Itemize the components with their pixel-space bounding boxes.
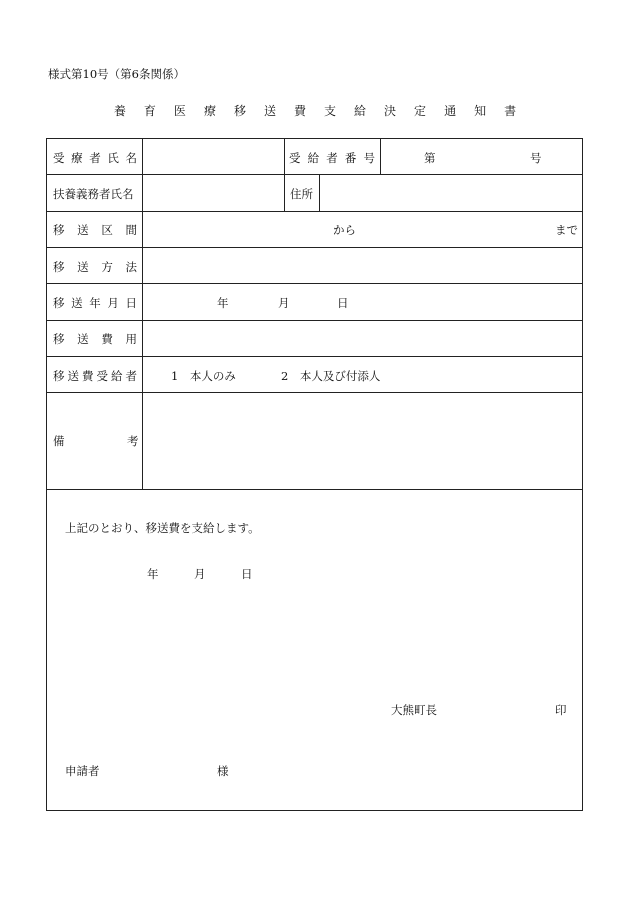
label-char: 号 [363, 151, 375, 165]
label-char: 送 [67, 369, 79, 383]
title-char: 送 [263, 104, 276, 118]
label-char: 日 [125, 296, 137, 310]
method-label [53, 259, 137, 275]
label-char: 費 [101, 332, 113, 346]
label-char: 年 [89, 296, 101, 310]
address-label: 住所 [290, 187, 313, 201]
title-char: 移 [233, 104, 246, 118]
column-divider [284, 139, 285, 211]
label-char: 費 [82, 369, 94, 383]
notice-statement: 上記のとおり、移送費を支給します。 [65, 521, 260, 535]
notice-day: 日 [241, 567, 253, 581]
label-char: 移 [53, 369, 65, 383]
form-frame [46, 138, 583, 811]
column-divider [380, 139, 381, 174]
remarks-label-1: 備 [53, 434, 65, 448]
title-char: 費 [293, 104, 306, 118]
row-divider [47, 320, 582, 321]
label-char: 区 [101, 223, 113, 237]
column-divider [319, 174, 320, 211]
notice-year: 年 [147, 567, 159, 581]
label-char: 療 [71, 151, 83, 165]
title-char: 養 [113, 104, 126, 118]
patient-name-label [53, 150, 137, 166]
title-char: 給 [354, 104, 367, 118]
label-char: 送 [77, 223, 89, 237]
label-char: 方 [101, 260, 113, 274]
label-char: 間 [125, 223, 137, 237]
label-char: 移 [53, 260, 65, 274]
form-reference: 様式第10号（第6条関係） [48, 67, 185, 81]
label-char: 受 [53, 151, 65, 165]
title-char: 医 [173, 104, 186, 118]
payee-option-self: 1 本人のみ [171, 369, 236, 383]
title-char: 決 [384, 104, 397, 118]
label-char: 送 [77, 332, 89, 346]
section-from: から [333, 223, 356, 237]
guardian-name-label: 扶養義務者氏名 [53, 187, 134, 201]
label-char: 送 [71, 296, 83, 310]
label-char: 者 [326, 151, 338, 165]
row-divider [47, 283, 582, 284]
date-month: 月 [278, 296, 290, 310]
title-char: 書 [504, 104, 517, 118]
label-char: 法 [125, 260, 137, 274]
mayor-title: 大熊町長 [391, 703, 437, 717]
section-to: まで [555, 223, 578, 237]
row-divider [47, 247, 582, 248]
applicant-honorific: 様 [217, 764, 229, 778]
label-char: 給 [111, 369, 123, 383]
row-divider [47, 211, 582, 212]
label-char: 用 [125, 332, 137, 346]
label-char: 受 [96, 369, 108, 383]
row-divider [47, 174, 582, 175]
title-char: 知 [474, 104, 487, 118]
label-char: 送 [77, 260, 89, 274]
section-label [53, 222, 137, 238]
date-day: 日 [337, 296, 349, 310]
label-char: 者 [89, 151, 101, 165]
label-char: 給 [307, 151, 320, 165]
title-char: 育 [143, 104, 156, 118]
label-char: 移 [53, 332, 65, 346]
number-prefix: 第 [424, 151, 436, 165]
row-divider [47, 392, 582, 393]
label-char: 受 [289, 151, 301, 165]
row-divider [47, 489, 582, 490]
date-year: 年 [217, 296, 229, 310]
applicant-label: 申請者 [65, 764, 100, 778]
document-title [0, 102, 630, 119]
label-char: 移 [53, 296, 65, 310]
date-label [53, 295, 137, 311]
notice-month: 月 [194, 567, 206, 581]
label-char: 名 [125, 151, 137, 165]
label-char: 番 [344, 151, 357, 165]
title-char: 定 [414, 104, 427, 118]
label-column-divider [142, 139, 143, 489]
label-char: 月 [107, 296, 119, 310]
title-char: 支 [324, 104, 337, 118]
remarks-label-2: 考 [127, 434, 139, 448]
label-char: 者 [125, 369, 137, 383]
cost-label [53, 331, 137, 347]
payee-option-self-and-attendant: 2 本人及び付添人 [281, 369, 381, 383]
title-char: 通 [444, 104, 457, 118]
number-suffix: 号 [530, 151, 542, 165]
row-divider [47, 356, 582, 357]
label-char: 移 [53, 223, 65, 237]
title-char: 療 [203, 104, 216, 118]
label-char: 氏 [107, 151, 119, 165]
seal-mark: 印 [555, 703, 567, 717]
payee-label [53, 368, 137, 384]
recipient-number-label [289, 150, 375, 166]
